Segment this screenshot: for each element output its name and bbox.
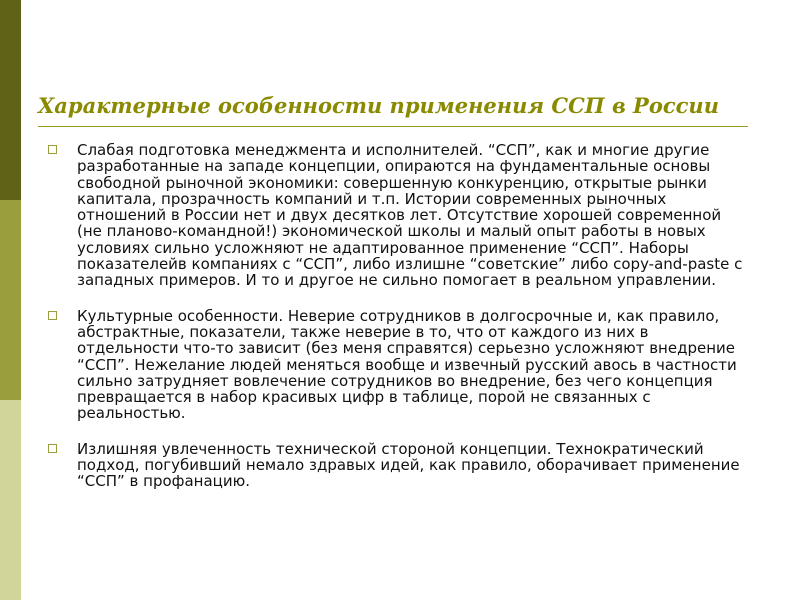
bullet-text: Излишняя увлеченность технической стороной концепции. Технократический подход, погубивший немало здравых идей, как правило, оборачивает применение “ССП” в профанацию.	[77, 439, 740, 491]
bullet-item	[48, 142, 748, 289]
sidebar-stripe-bottom	[0, 400, 21, 600]
square-outline-bullet-icon	[48, 311, 57, 320]
bullet-text: Культурные особенности. Неверие сотрудников в долгосрочные и, как правило, абстрактные, показатели, также неверие в то, что от каждого из них в отдельности что-то зависит (без меня справятся) серьезно усложняют внедрение “ССП”. Нежелание людей меняться вообще и извечный русский авось в частности сильно затрудняет вовлечение сотрудников во внедрение, без чего концепция превращается в набор красивых цифр в таблице, порой не связанных с реальностью.	[77, 306, 737, 423]
title-underline	[38, 126, 748, 127]
bullet-list	[48, 142, 748, 509]
bullet-text: Слабая подготовка менеджмента и исполнителей. “ССП”, как и многие другие разработанные на западе концепции, опираются на фундаментальные основы свободной рыночной экономики: совершенную конкуренцию, открытые рынки капитала, прозрачность компаний и т.п. Истории современных рыночных отношений в России нет и двух десятков лет. Отсутствие хорошей современной (не планово-командной!) экономической школы и малый опыт работы в новых условиях сильно усложняют не адаптированное применение “ССП”. Наборы показателейв компаниях с “ССП”, либо излишне “советские” либо copy-and-paste с западных примеров. И то и другое не сильно помогает в реальном управлении.	[77, 141, 743, 290]
square-outline-bullet-icon	[48, 145, 57, 154]
bullet-item	[48, 441, 748, 490]
square-outline-bullet-icon	[48, 444, 57, 453]
slide-title: Характерные особенности применения ССП в России	[38, 93, 719, 118]
sidebar-stripe-middle	[0, 200, 21, 400]
bullet-item	[48, 308, 748, 422]
sidebar-stripe-top	[0, 0, 21, 200]
